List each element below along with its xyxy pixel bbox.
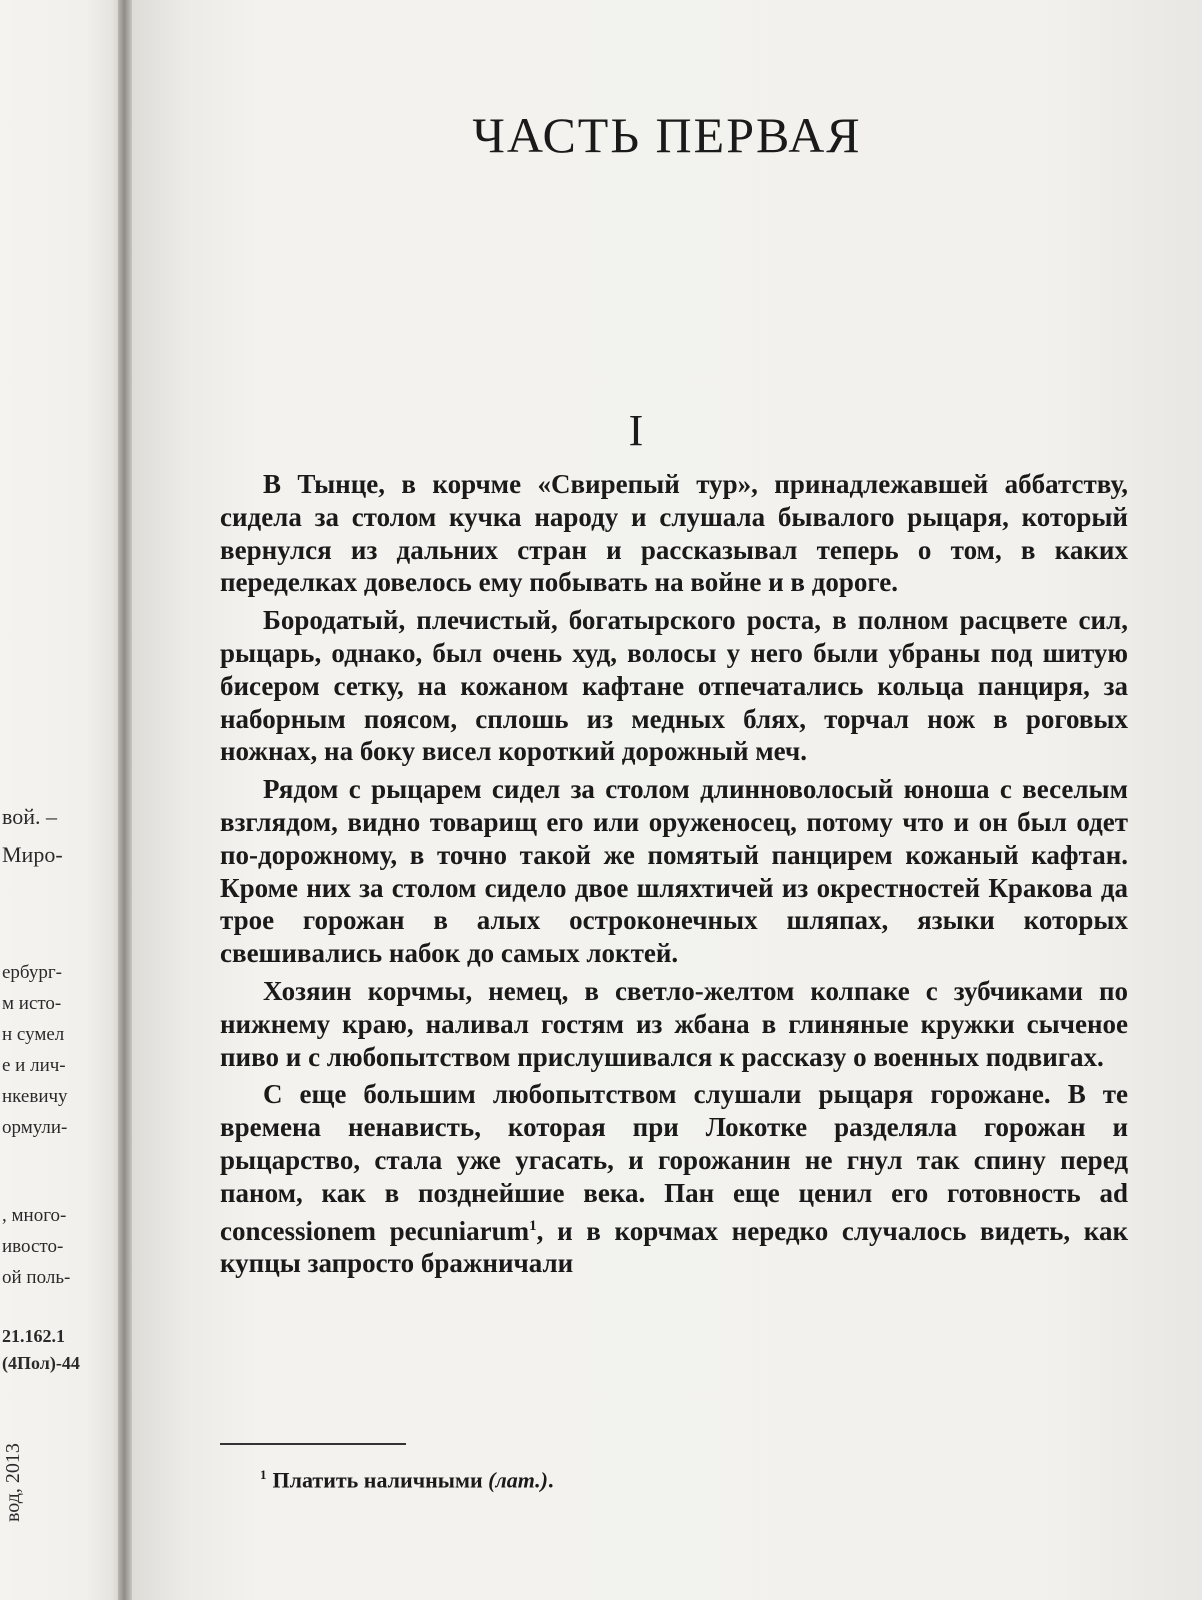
left-page-line: ормули-	[2, 1117, 68, 1138]
left-page-line: ивосто-	[2, 1236, 64, 1257]
paragraph-text-tail: , и в корчмах нередко случалось видеть, как купцы запросто бражничали	[220, 1215, 1128, 1279]
chapter-number: I	[628, 406, 644, 455]
body-text	[220, 468, 1128, 1280]
footnote-italic: (лат.)	[488, 1467, 548, 1493]
left-page-fragment	[0, 0, 122, 1600]
left-page-line: Миро-	[2, 842, 63, 867]
left-page-line: м исто-	[2, 993, 62, 1014]
footnote-reference: 1	[529, 1217, 537, 1234]
left-page-line: е и лич-	[2, 1055, 66, 1076]
paragraph-text: С еще большим любопытством слушали рыцаря горожане. В те времена ненависть, которая при Локотке разделяла горожан и рыцарство, стала уже угасать, и горожанин не гнул так спину перед паном, как в позднейшие века. Пан еще ценил его готовность ad concessionem pecuniarum	[220, 1079, 1128, 1246]
left-page-line: вой. –	[2, 804, 58, 829]
paragraph: Хозяин корчмы, немец, в светло-желтом колпаке с зубчиками по нижнему краю, наливал гостям из жбана в глиняные кружки сыченое пиво и с любопытством прислушивался к рассказу о военных подвигах.	[220, 975, 1128, 1072]
left-page-line: , много-	[2, 1205, 67, 1226]
footnote-mark: 1	[260, 1467, 267, 1482]
left-page-line: нкевичу	[2, 1086, 68, 1107]
part-title: ЧАСТЬ ПЕРВАЯ	[472, 107, 862, 163]
left-page-line: ой поль-	[2, 1267, 71, 1288]
left-page-line: (4Пол)-44	[2, 1353, 80, 1373]
book-page	[132, 0, 1202, 1600]
book-gutter	[118, 0, 132, 1600]
left-page-line: ербург-	[2, 962, 62, 983]
left-page-line: 21.162.1	[2, 1326, 65, 1346]
left-page-line: н сумел	[2, 1024, 65, 1045]
footnote	[260, 1467, 553, 1493]
paragraph: Бородатый, плечистый, богатырского роста, в полном расцвете сил, рыцарь, однако, был очень худ, волосы у него были убраны под шитую бисером сетку, на кожаном кафтане отпечатались кольца панциря, за наборным поясом, сплошь из медных блях, торчал нож в роговых ножнах, на боку висел короткий дорожный меч.	[220, 605, 1128, 767]
paragraph: В Тынце, в корчме «Свирепый тур», принадлежавшей аббатству, сидела за столом кучка народу и слушала бывалого рыцаря, который вернулся из дальних стран и рассказывал теперь о том, в каких переделках довелось ему побывать на войне и в дороге.	[220, 469, 1128, 598]
paragraph	[220, 1078, 1128, 1280]
footnote-divider	[220, 1443, 406, 1445]
left-page-rotated-line: вод, 2013	[2, 1443, 24, 1522]
paragraph: Рядом с рыцарем сидел за столом длинноволосый юноша с веселым взглядом, видно товарищ его или оруженосец, потому что и он был одет по-дорожному, в точно такой же помятый панцирем кожаный кафтан. Кроме них за столом сидело двое шляхтичей из окрестностей Кракова да трое горожан в алых остроконечных шляпах, языки которых свешивались набок до самых локтей.	[220, 774, 1128, 969]
footnote-text: Платить наличными	[272, 1467, 489, 1493]
footnote-end: .	[547, 1467, 554, 1493]
